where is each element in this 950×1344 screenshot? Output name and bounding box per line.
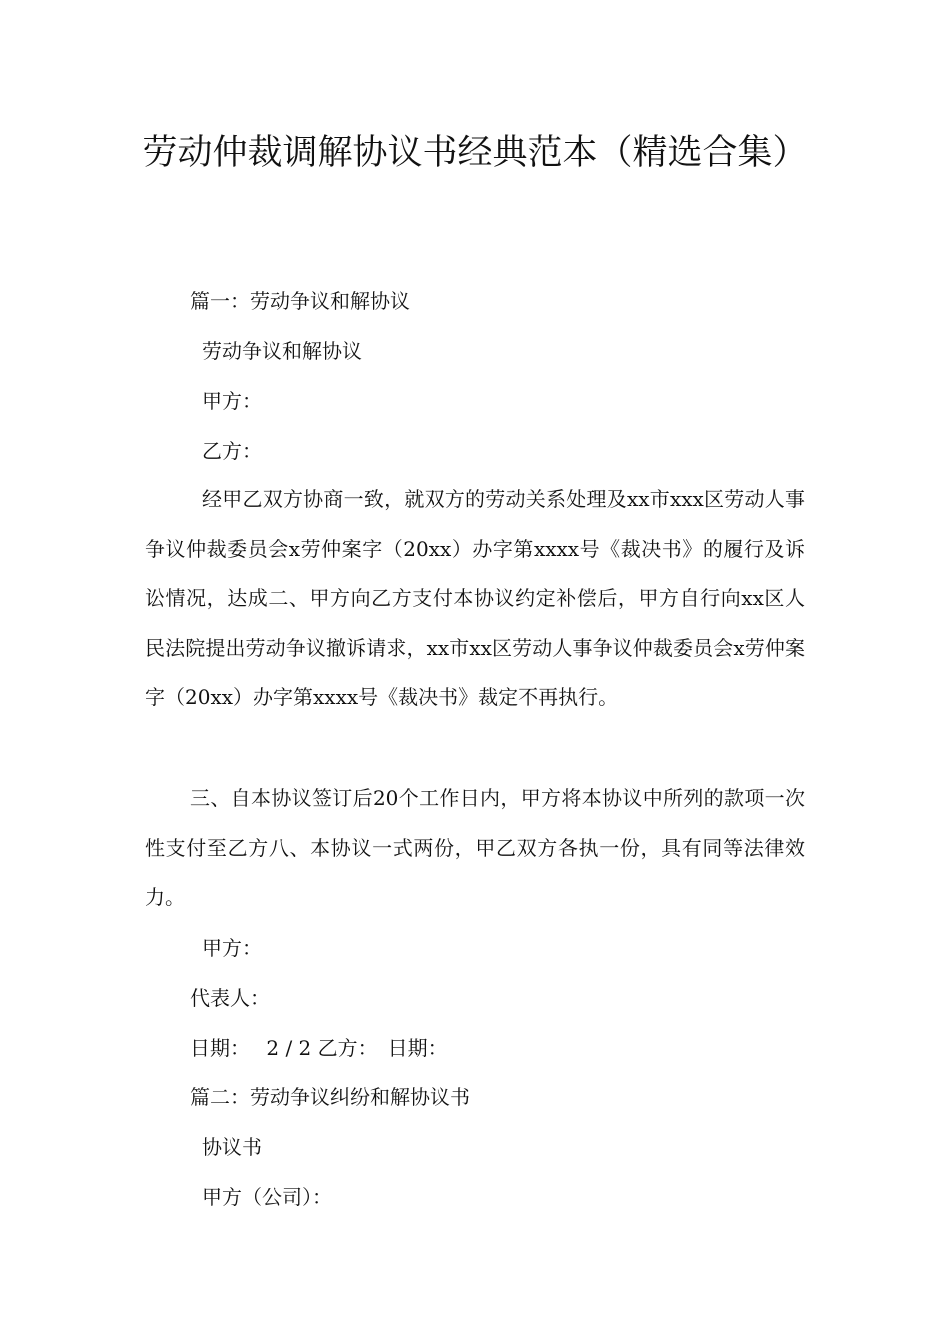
representative-label: 代表人： <box>190 986 270 1010</box>
section2-heading: 篇二：劳动争议纠纷和解协议书 <box>190 1085 470 1109</box>
party-b-label: 乙方： <box>202 439 262 463</box>
sign-party-a-label: 甲方： <box>202 936 262 960</box>
party-a-label: 甲方： <box>202 389 262 413</box>
section1-subtitle: 劳动争议和解协议 <box>202 339 362 363</box>
section1-heading: 篇一：劳动争议和解协议 <box>190 289 410 313</box>
section2-subtitle: 协议书 <box>202 1135 262 1159</box>
agreement-paragraph-2: 三、自本协议签订后20个工作日内，甲方将本协议中所列的款项一次性支付至乙方八、本协议一式两份，甲乙双方各执一份，具有同等法律效力。 <box>145 786 805 909</box>
agreement-paragraph-1: 经甲乙双方协商一致，就双方的劳动关系处理及xx市xxx区劳动人事争议仲裁委员会x劳仲案字（20xx）办字第xxxx号《裁决书》的履行及诉讼情况，达成二、甲方向乙方支付本协议约定补偿后，甲方自行向xx区人民法院提出劳动争议撤诉请求，xx市xx区劳动人事争议仲裁委员会x劳仲案字（20xx）办字第xxxx号《裁决书》裁定不再执行。 <box>145 487 805 709</box>
date-line: 日期： 2 / 2 乙方： 日期： <box>190 1036 448 1060</box>
document-title: 劳动仲裁调解协议书经典范本（精选合集） <box>142 133 808 173</box>
section2-party-a-label: 甲方（公司）： <box>202 1185 332 1209</box>
